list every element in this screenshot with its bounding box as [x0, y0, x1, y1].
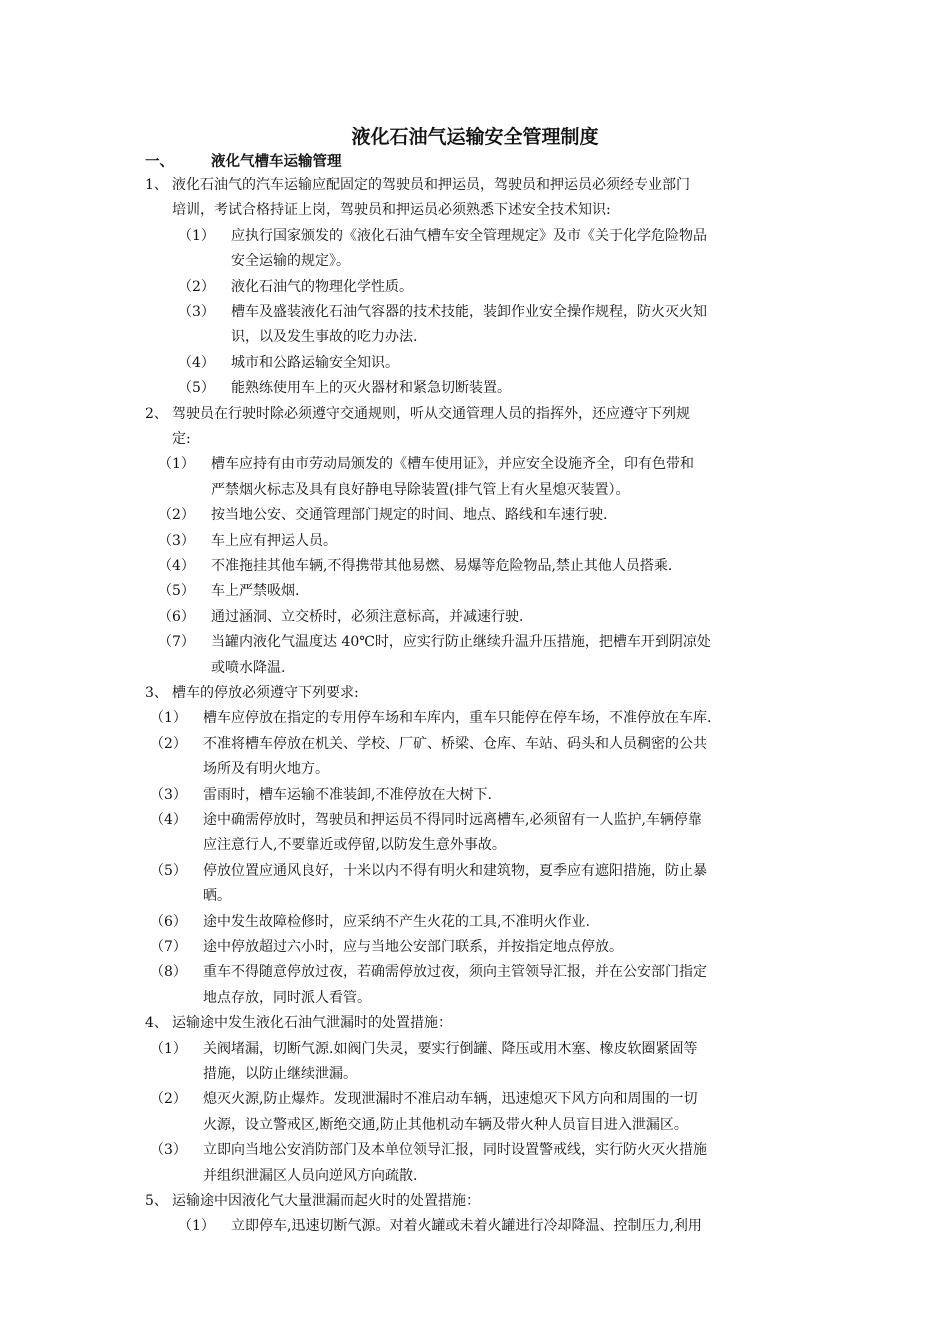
- item-text-line: 当罐内液化气温度达 40℃时，应实行防止继续升温升压措施，把槽车开到阴凉处: [211, 634, 711, 650]
- item-text-line: 运输途中发生液化石油气泄漏时的处置措施：: [172, 1015, 452, 1031]
- item-text-line: 培训，考试合格持证上岗，驾驶员和押运员必须熟悉下述安全技术知识:: [172, 202, 611, 218]
- item-text-line: 途中发生故障检修时，应采纳不产生火花的工具,不准明火作业.: [203, 914, 590, 930]
- item-label: 5、: [145, 1193, 168, 1209]
- section-title: 液化气槽车运输管理: [211, 154, 342, 170]
- item-text-line: 火源，设立警戒区,断绝交通,防止其他机动车辆及带火种人员盲目进入泄漏区。: [203, 1117, 688, 1133]
- item-text-line: 或喷水降温.: [211, 660, 286, 676]
- item-text-line: 槽车应持有由市劳动局颁发的《槽车使用证》，并应安全设施齐全，印有色带和: [211, 456, 694, 472]
- item-label: （2）: [150, 1091, 187, 1107]
- item-text-line: 立即向当地公安消防部门及本单位领导汇报，同时设置警戒线，实行防火灭火措施: [203, 1142, 707, 1158]
- item-text-line: 定:: [172, 431, 191, 447]
- item-label: （4）: [150, 812, 187, 828]
- item-text-line: 槽车的停放必须遵守下列要求:: [172, 685, 359, 701]
- item-text-line: 按当地公安、交通管理部门规定的时间、地点、路线和车速行驶.: [211, 507, 608, 523]
- item-label: （7）: [150, 939, 187, 955]
- item-label: （3）: [150, 1142, 187, 1158]
- item-label: （6）: [150, 914, 187, 930]
- item-label: 3、: [145, 685, 168, 701]
- item-label: （2）: [178, 279, 215, 295]
- item-text-line: 车上严禁吸烟.: [211, 583, 300, 599]
- document-title: 液化石油气运输安全管理制度: [351, 126, 599, 148]
- item-label: 2、: [145, 406, 168, 422]
- item-text-line: 运输途中因液化气大量泄漏而起火时的处置措施：: [172, 1193, 480, 1209]
- item-label: （1）: [158, 456, 195, 472]
- section-heading: [145, 151, 342, 173]
- item-text-line: 途中确需停放时，驾驶员和押运员不得同时远离槽车,必须留有一人监护,车辆停靠: [203, 812, 702, 828]
- item-label: 4、: [145, 1015, 168, 1031]
- item-label: （5）: [150, 863, 187, 879]
- item-label: （3）: [150, 787, 187, 803]
- item-label: （5）: [178, 380, 215, 396]
- item-text-line: 安全运输的规定》。: [231, 253, 350, 269]
- item-label: （2）: [158, 507, 195, 523]
- item-label: （8）: [150, 964, 187, 980]
- item-text-line: 雷雨时，槽车运输不准装卸,不准停放在大树下.: [203, 787, 492, 803]
- item-text-line: 熄灭火源,防止爆炸。发现泄漏时不准启动车辆，迅速熄灭下风方向和周围的一切: [203, 1091, 698, 1107]
- item-text-line: 地点存放，同时派人看管。: [203, 990, 371, 1006]
- item-label: 1、: [145, 177, 168, 193]
- item-text-line: 城市和公路运输安全知识。: [231, 355, 399, 371]
- item-text-line: 晒。: [203, 888, 231, 904]
- item-label: （2）: [150, 736, 187, 752]
- item-label: （1）: [178, 228, 215, 244]
- item-text-line: 停放位置应通风良好，十米以内不得有明火和建筑物，夏季应有遮阳措施，防止暴: [203, 863, 707, 879]
- item-text-line: 驾驶员在行驶时除必须遵守交通规则，听从交通管理人员的指挥外，还应遵守下列规: [172, 406, 690, 422]
- item-text-line: 槽车及盛装液化石油气容器的技术技能，装卸作业安全操作规程，防火灭火知: [231, 304, 707, 320]
- item-label: （5）: [158, 583, 195, 599]
- item-text-line: 严禁烟火标志及具有良好静电导除装置(排气管上有火星熄灭装置）。: [211, 482, 630, 498]
- item-label: （7）: [158, 634, 195, 650]
- item-text-line: 液化石油气的汽车运输应配固定的驾驶员和押运员，驾驶员和押运员必须经专业部门: [172, 177, 690, 193]
- item-text-line: 能熟练使用车上的灭火器材和紧急切断装置。: [231, 380, 511, 396]
- item-text-line: 立即停车,迅速切断气源。对着火罐或未着火罐进行冷却降温、控制压力,利用: [231, 1218, 702, 1234]
- item-text-line: 关阀堵漏，切断气源.如阀门失灵，要实行倒罐、降压或用木塞、橡皮软圈紧固等: [203, 1041, 698, 1057]
- item-text-line: 重车不得随意停放过夜，若确需停放过夜，须向主管领导汇报，并在公安部门指定: [203, 964, 707, 980]
- item-text-line: 应注意行人,不要靠近或停留,以防发生意外事故。: [203, 837, 506, 853]
- item-text-line: 场所及有明火地方。: [203, 761, 329, 777]
- item-label: （3）: [158, 533, 195, 549]
- section-number: 一、: [145, 154, 174, 170]
- item-label: （1）: [150, 1041, 187, 1057]
- item-label: （4）: [178, 355, 215, 371]
- item-label: （1）: [178, 1218, 215, 1234]
- item-text-line: 措施，以防止继续泄漏。: [203, 1066, 357, 1082]
- item-text-line: 并组织泄漏区人员向逆风方向疏散.: [203, 1168, 418, 1184]
- item-label: （4）: [158, 558, 195, 574]
- item-label: （3）: [178, 304, 215, 320]
- item-text-line: 通过涵洞、立交桥时，必须注意标高，并减速行驶.: [211, 609, 524, 625]
- item-text-line: 不准拖挂其他车辆,不得携带其他易燃、易爆等危险物品,禁止其他人员搭乘.: [211, 558, 673, 574]
- item-text-line: 槽车应停放在指定的专用停车场和车库内，重车只能停在停车场，不准停放在车库.: [203, 710, 712, 726]
- item-text-line: 应执行国家颁发的《液化石油气槽车安全管理规定》及市《关于化学危险物品: [231, 228, 707, 244]
- item-text-line: 识，以及发生事故的吃力办法.: [231, 329, 418, 345]
- item-label: （6）: [158, 609, 195, 625]
- item-text-line: 不准将槽车停放在机关、学校、厂矿、桥梁、仓库、车站、码头和人员稠密的公共: [203, 736, 707, 752]
- item-text-line: 液化石油气的物理化学性质。: [231, 279, 413, 295]
- item-text-line: 车上应有押运人员。: [211, 533, 337, 549]
- item-label: （1）: [150, 710, 187, 726]
- item-text-line: 途中停放超过六小时，应与当地公安部门联系，并按指定地点停放。: [203, 939, 623, 955]
